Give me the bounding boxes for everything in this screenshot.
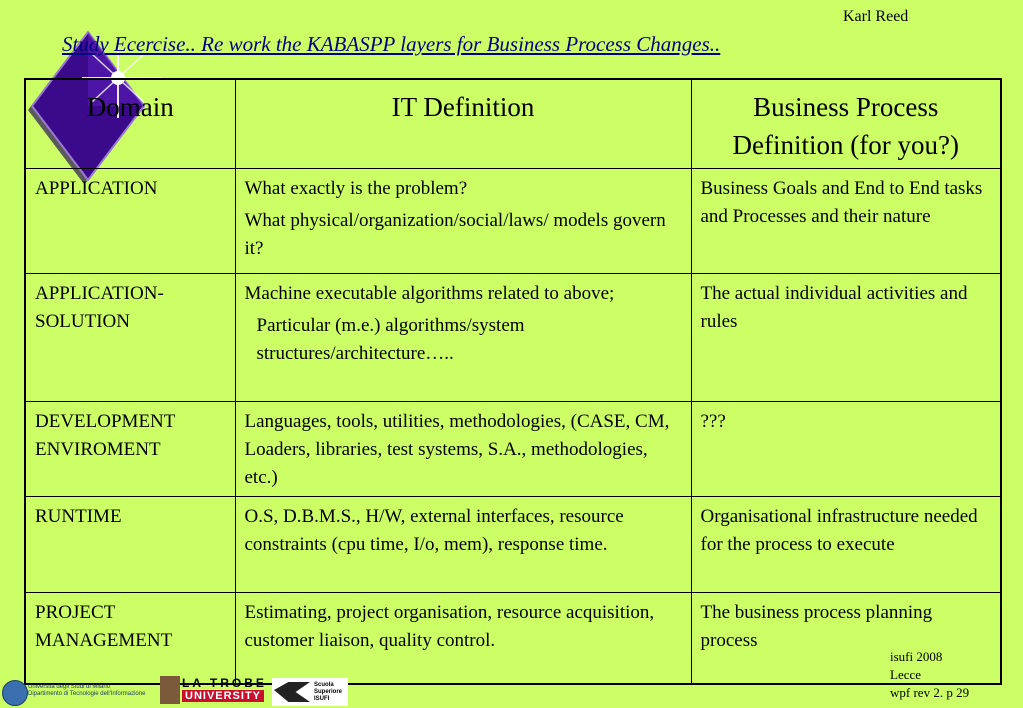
header-domain: Domain (25, 79, 235, 169)
latrobe-bottom-text: UNIVERSITY (182, 690, 264, 702)
milano-line-2: Dipartimento di Tecnologie dell'Informazione (28, 691, 146, 697)
it-text: Particular (m.e.) algorithms/system structures/architecture….. (256, 315, 525, 364)
latrobe-top-text: LA TROBE (182, 676, 267, 690)
author-name: Karl Reed (843, 8, 909, 25)
domain-cell: PROJECT MANAGEMENT (25, 593, 235, 685)
footer-page: wpf rev 2. p 29 (890, 685, 970, 700)
it-cell (235, 169, 691, 274)
bp-cell: Business Goals and End to End tasks and Processes and their nature (691, 169, 1001, 274)
latrobe-bird-icon (160, 676, 180, 704)
isufi-line-3: ISUFI (314, 696, 330, 702)
isufi-mark-icon (274, 682, 310, 702)
isufi-line-2: Superiore (314, 689, 343, 695)
footer-event: isufi 2008 (890, 649, 943, 664)
slide-title: Study Ecercise.. Re work the KABASPP layers for Business Process Changes.. (62, 32, 721, 56)
isufi-line-1: Scuola (314, 682, 334, 688)
bp-cell: The actual individual activities and rules (691, 274, 1001, 402)
layers-table (24, 78, 1002, 685)
domain-cell: APPLICATION-SOLUTION (25, 274, 235, 402)
it-text: What physical/organization/social/laws/ models govern it? (244, 210, 666, 259)
it-cell: O.S, D.B.M.S., H/W, external interfaces, resource constraints (cpu time, I/o, mem), response time. (235, 497, 691, 593)
milano-logo-text (28, 684, 158, 698)
it-text: What exactly is the problem? (244, 178, 468, 199)
table-header-row (25, 79, 1001, 169)
table-row (25, 274, 1001, 402)
table-row (25, 169, 1001, 274)
latrobe-logo (160, 676, 270, 706)
table-row (25, 593, 1001, 685)
university-seal-icon (2, 680, 28, 706)
header-it-definition: IT Definition (235, 79, 691, 169)
domain-cell: APPLICATION (25, 169, 235, 274)
milano-line-1: Università degli Studi di Milano (28, 684, 111, 690)
isufi-logo-text (314, 682, 342, 703)
isufi-logo (272, 678, 348, 706)
it-text: Machine executable algorithms related to above; (244, 283, 615, 304)
footer-place: Lecce (890, 667, 922, 682)
bp-cell: ??? (691, 402, 1001, 497)
it-cell: Estimating, project organisation, resource acquisition, customer liaison, quality control. (235, 593, 691, 685)
bp-cell: Organisational infrastructure needed for the process to execute (691, 497, 1001, 593)
table-row (25, 497, 1001, 593)
header-business-process-definition: Business Process Definition (for you?) (691, 79, 1001, 169)
slide-footer-info (890, 648, 969, 702)
table-row (25, 402, 1001, 497)
sponsor-logos (0, 676, 360, 708)
it-cell: Languages, tools, utilities, methodologies, (CASE, CM, Loaders, libraries, test systems, S.A., methodologies, etc.) (235, 402, 691, 497)
domain-cell: RUNTIME (25, 497, 235, 593)
bp-cell: The business process planning process (691, 593, 1001, 685)
domain-cell: DEVELOPMENT ENVIROMENT (25, 402, 235, 497)
it-cell (235, 274, 691, 402)
